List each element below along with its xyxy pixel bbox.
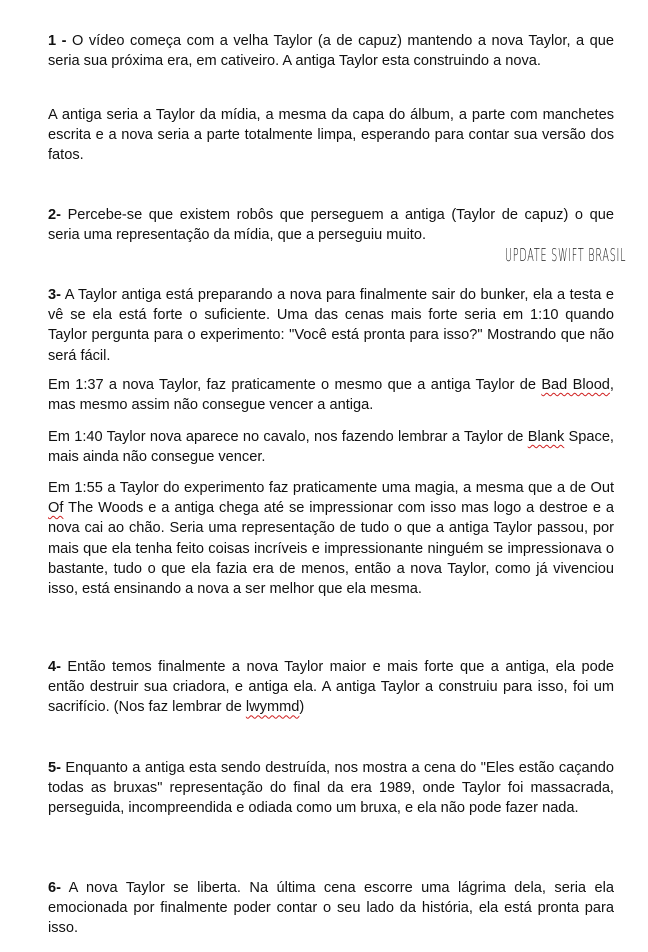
- paragraph-3: [48, 285, 614, 366]
- watermark-text: UPDATE SWIFT BRASIL: [505, 246, 627, 267]
- paragraph-3c: [48, 427, 614, 467]
- spellcheck-word: Blank: [527, 429, 565, 445]
- paragraph-text: Em 1:55 a Taylor do experimento faz praticamente uma magia, a mesma que a de Out: [48, 480, 614, 496]
- spellcheck-word: Bad Blood: [541, 377, 610, 393]
- spellcheck-word: lwymmd: [245, 699, 300, 716]
- item-number: 3-: [48, 287, 61, 303]
- paragraph-3b: [48, 375, 614, 415]
- paragraph-text: Enquanto a antiga esta sendo destruída, nos mostra a cena do "Eles estão caçando todas as bruxas" representação do final da era 1989, onde Taylor foi massacrada, perseguida, incompreendida e odiada como um bruxa, e ela não pode fazer nada.: [48, 760, 614, 817]
- paragraph-1b: [48, 105, 614, 166]
- paragraph-6: [48, 878, 614, 939]
- item-number: 2-: [48, 207, 61, 223]
- paragraph-1: [48, 31, 614, 71]
- paragraph-text: Em 1:40 Taylor nova aparece no cavalo, nos fazendo lembrar a Taylor de: [48, 429, 528, 445]
- paragraph-text: The Woods e a antiga chega até se impressionar com isso mas logo a destroe e a nova cai ao chão. Seria uma representação de tudo o que a antiga Taylor passou, por mais que ela tenha feito coisas incríveis e impressionante ninguém se impressionava o bastante, tudo o que ela fazia era de menos, então a nova Taylor, como já vivenciou isso, está ensinando a nova a ser melhor que ela mesma.: [48, 500, 614, 598]
- paragraph-text: A Taylor antiga está preparando a nova para finalmente sair do bunker, ela a testa e vê se ela está forte o suficiente. Uma das cenas mais forte seria em 1:10 quando Taylor pergunta para o experimento: "Você está pronta para isso?" Mostrando que não será fácil.: [48, 287, 614, 364]
- paragraph-2: [48, 205, 614, 245]
- paragraph-text: Então temos finalmente a nova Taylor maior e mais forte que a antiga, ela pode então destruir sua criadora, e antiga ela. A antiga Taylor a construiu para isso, foi um sacrifício. (Nos faz lembrar de: [48, 659, 614, 716]
- paragraph-4: [48, 657, 614, 718]
- spellcheck-word: Of: [48, 500, 64, 517]
- paragraph-3d: [48, 478, 614, 599]
- paragraph-5: [48, 758, 614, 819]
- paragraph-text: A nova Taylor se liberta. Na última cena escorre uma lágrima dela, seria ela emocionada por finalmente poder contar o seu lado da história, ela está pronta para isso.: [48, 880, 614, 937]
- paragraph-text: ): [299, 699, 305, 716]
- paragraph-text: , mas mesmo assim não consegue vencer a antiga.: [48, 377, 614, 414]
- item-number: 1 -: [48, 33, 67, 49]
- paragraph-text: Em 1:37 a nova Taylor, faz praticamente o mesmo que a antiga Taylor de: [48, 377, 542, 393]
- paragraph-text: A antiga seria a Taylor da mídia, a mesma da capa do álbum, a parte com manchetes escrita e a nova seria a parte totalmente limpa, esperando para contar sua versão dos fatos.: [48, 107, 614, 164]
- paragraph-text: Space, mais ainda não consegue vencer.: [48, 429, 614, 466]
- item-number: 4-: [48, 659, 61, 675]
- item-number: 6-: [48, 880, 61, 896]
- paragraph-text: O vídeo começa com a velha Taylor (a de capuz) mantendo a nova Taylor, a que seria sua próxima era, em cativeiro. A antiga Taylor esta construindo a nova.: [48, 33, 615, 70]
- item-number: 5-: [48, 760, 61, 776]
- paragraph-text: Percebe-se que existem robôs que perseguem a antiga (Taylor de capuz) o que seria uma representação da mídia, que a perseguiu muito.: [48, 207, 614, 244]
